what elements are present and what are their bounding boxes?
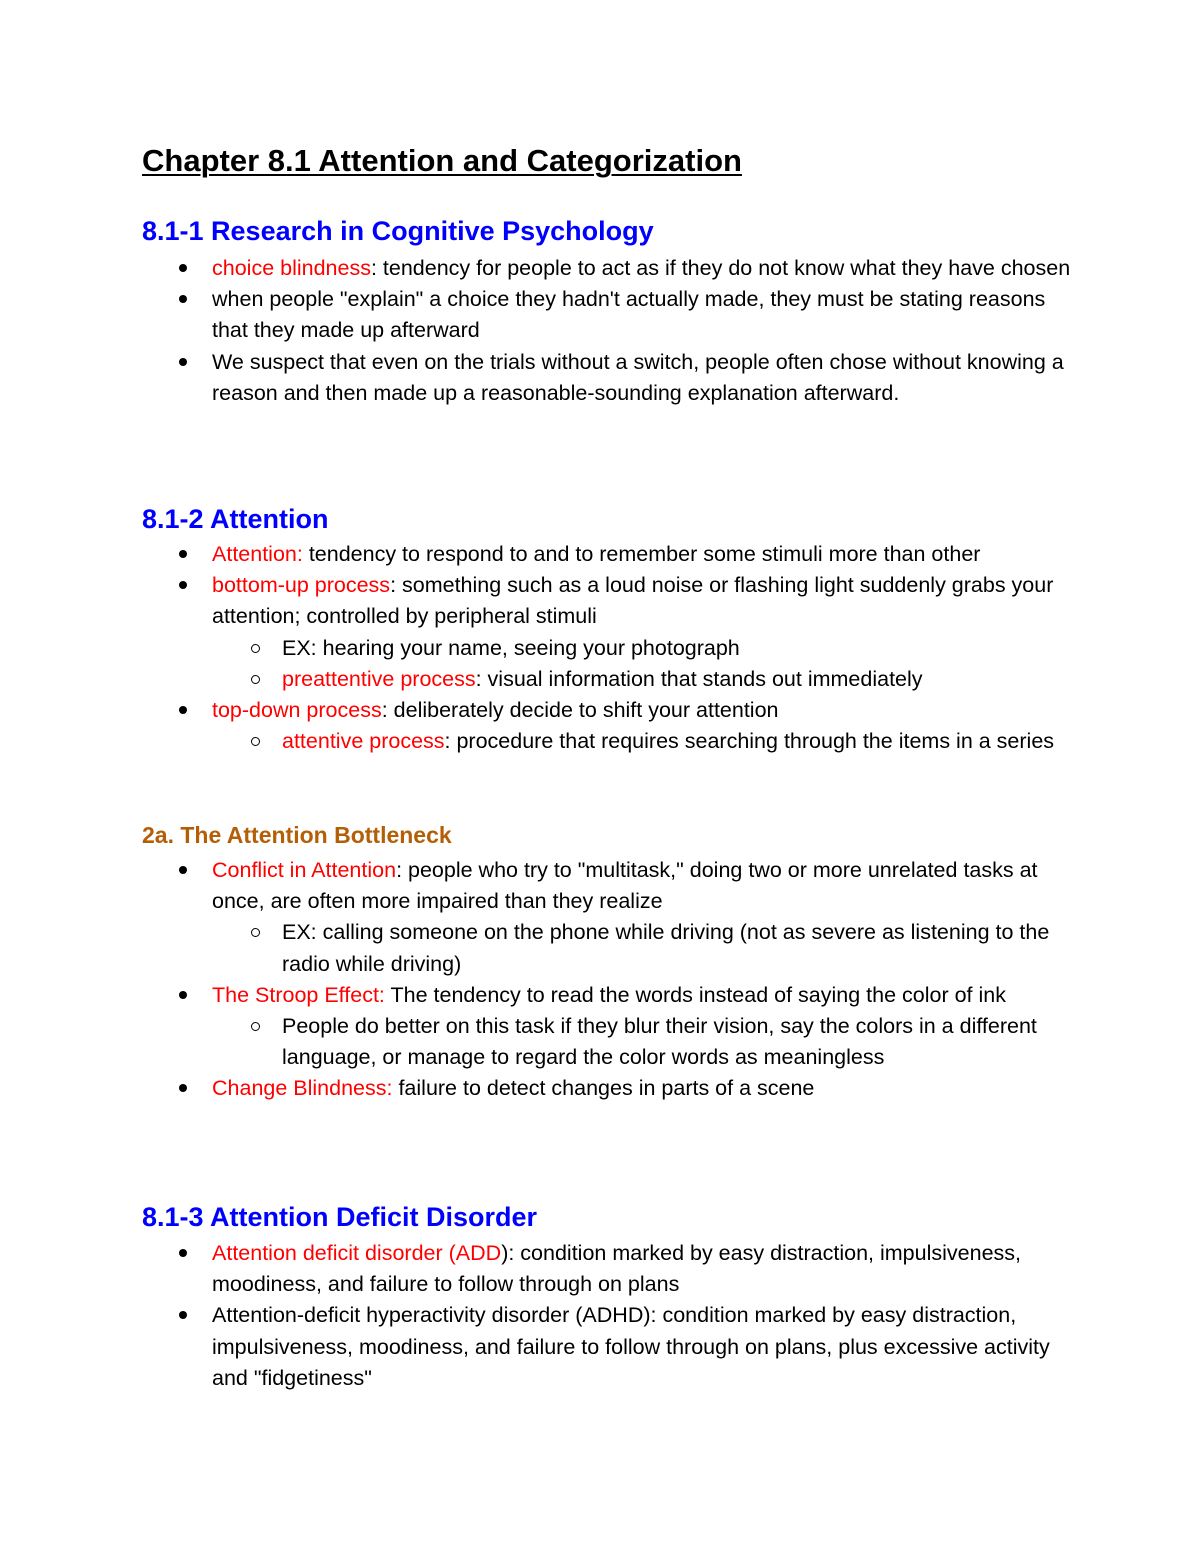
term-bottom-up-process: bottom-up process (212, 573, 391, 598)
term-attention: Attention: (212, 542, 303, 566)
definition-text: : visual information that stands out immediately (475, 666, 923, 691)
bullet-stroop-effect (142, 980, 1082, 1074)
chapter-title: Chapter 8.1 Attention and Categorization (142, 143, 742, 178)
section-heading-attention: 8.1-2 Attention (142, 504, 329, 534)
stroop-sublist (212, 1011, 1082, 1073)
bullet-text: when people "explain" a choice they hadn't actually made, they must be stating reasons that they made up afterward (212, 287, 1046, 343)
definition-text: : procedure that requires searching through the items in a series (444, 729, 1055, 754)
bullet-choice-blindness (142, 253, 1082, 284)
subsection-heading-bottleneck: 2a. The Attention Bottleneck (142, 822, 452, 848)
bullet-conflict-in-attention (142, 855, 1082, 980)
definition-text: failure to detect changes in parts of a scene (392, 1076, 815, 1101)
bullet-explain-choice (142, 284, 1082, 346)
term-conflict-in-attention: Conflict in Attention (212, 858, 397, 882)
definition-text: ): condition marked by easy distraction, impulsiveness, moodiness, and failure to follow through on plans (212, 1241, 1021, 1297)
conflict-sublist (212, 917, 1082, 979)
bullet-text: Attention-deficit hyperactivity disorder (ADHD): condition marked by easy distraction, impulsiveness, moodiness, and failure to follow through on plans, plus excessive activity and "fidgetiness" (212, 1303, 1050, 1390)
subbullet-attentive-process (212, 726, 1082, 757)
definition-text: : something such as a loud noise or flashing light suddenly grabs your attention; controlled by peripheral stimuli (212, 573, 1054, 629)
term-attentive-process: attentive process (282, 729, 445, 754)
subbullet-example (212, 917, 1082, 979)
term-add: Attention deficit disorder (ADD (212, 1241, 502, 1265)
subbullet-text: People do better on this task if they blur their vision, say the colors in a different language, or manage to regard the color words as meaningless (282, 1014, 1037, 1070)
bottom-up-sublist (212, 633, 1082, 695)
subbullet-preattentive-process (212, 664, 1082, 695)
term-top-down-process: top-down process (212, 698, 382, 723)
section-heading-add: 8.1-3 Attention Deficit Disorder (142, 1202, 538, 1232)
subbullet-text: EX: hearing your name, seeing your photograph (282, 635, 740, 660)
bullet-attention (142, 539, 1082, 570)
definition-text: : tendency for people to act as if they do not know what they have chosen (370, 256, 1071, 280)
definition-text: : deliberately decide to shift your attention (381, 698, 779, 723)
add-bullet-list (142, 1238, 1082, 1394)
bullet-suspect-trials (142, 347, 1082, 409)
research-bullet-list (142, 253, 1082, 409)
section-heading-research: 8.1-1 Research in Cognitive Psychology (142, 216, 654, 246)
bullet-add (142, 1238, 1082, 1300)
term-choice-blindness: choice blindness (212, 256, 371, 280)
definition-text: tendency to respond to and to remember some stimuli more than other (302, 542, 981, 566)
definition-text: The tendency to read the words instead of saying the color of ink (384, 982, 1006, 1007)
bullet-change-blindness (142, 1073, 1082, 1104)
bullet-bottom-up-process (142, 570, 1082, 695)
bullet-adhd (142, 1300, 1082, 1394)
bullet-text: We suspect that even on the trials without a switch, people often chose without knowing a reason and then made up a reasonable-sounding explanation afterward. (212, 349, 1064, 405)
attention-bullet-list (142, 539, 1082, 757)
subbullet-text: EX: calling someone on the phone while driving (not as severe as listening to the radio while driving) (282, 920, 1050, 976)
term-stroop-effect: The Stroop Effect: (212, 982, 385, 1007)
top-down-sublist (212, 726, 1082, 757)
bullet-top-down-process (142, 695, 1082, 757)
term-change-blindness: Change Blindness: (212, 1076, 393, 1101)
term-preattentive-process: preattentive process (282, 666, 476, 691)
subbullet-stroop-performance (212, 1011, 1082, 1073)
definition-text: : people who try to "multitask," doing two or more unrelated tasks at once, are often more impaired than they realize (212, 858, 1038, 914)
subbullet-example (212, 633, 1082, 664)
bottleneck-bullet-list (142, 855, 1082, 1105)
